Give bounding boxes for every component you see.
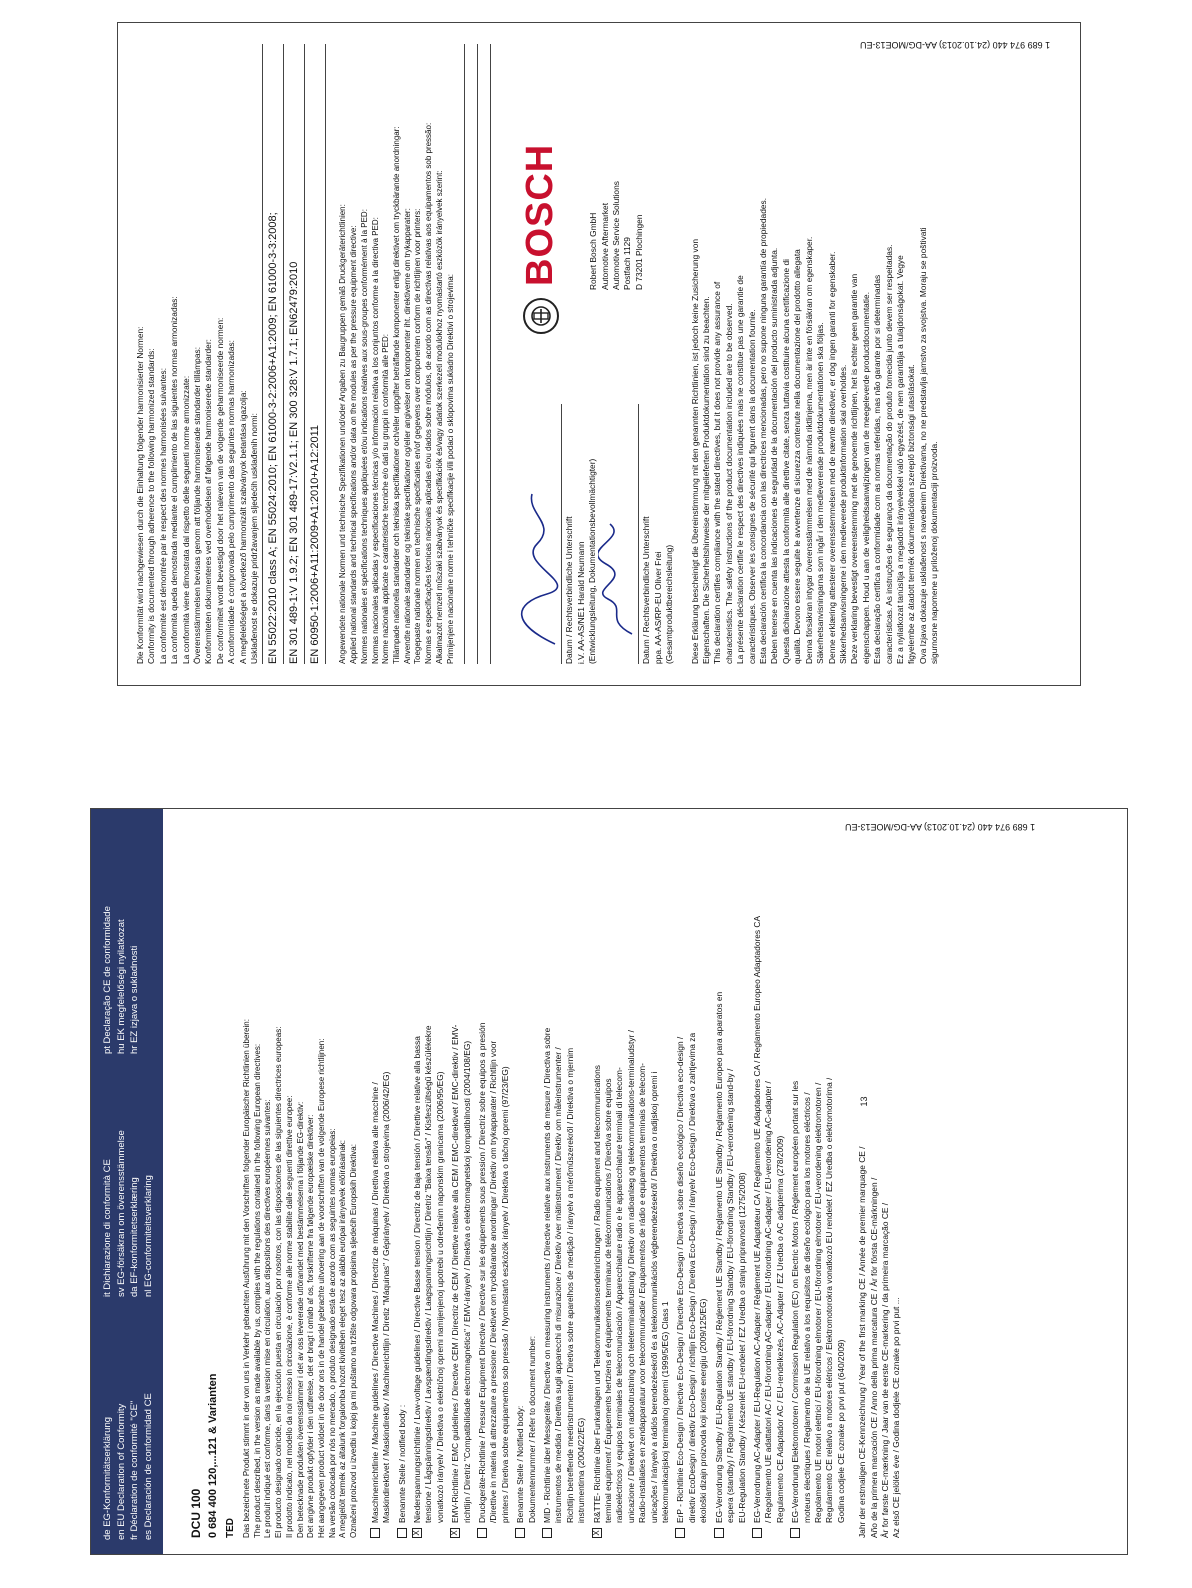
standard-line: EN 301 489-1:V 1.9.2; EN 301 489-17:V2.1.1; EN 300 328:V 1.7.1; EN62479:2010 [288, 261, 301, 664]
year-line: År for første CE-mærkning / Jaar van de eerste CE-markering / da primeira marcação CE / [879, 1202, 890, 1538]
title-language-entry: sv EG-försäkran om överensstämmelse [115, 1130, 127, 1297]
national-line: Normas e especificações técnicas nacionais aplicadas e/ou dados sobre módulos, de acordo com as directivas relativas aos equipamentos sob pressão: [424, 122, 434, 664]
directive-line: / Regolamento UE adattatori AC / EU-förordning AC-adapter / EU-förordning AC-adapter / EU-verordening AC-adapter / [763, 1081, 774, 1523]
empty-checkbox-icon [515, 1528, 525, 1538]
signature-line: (Gesamtproduktbereichsleitung) [664, 544, 675, 664]
directive-line: Maschinenrichtlinie / Machine guidelines / Directive Machines / Directriz de máquinas / Direttiva relativa alle macchine / [369, 1082, 380, 1523]
directive-line: unicazione / Direktivet om radioutrustning och teleterminalutrustning / Direktiv om radioanlæg og telekommunikations-terminaludstyr / [625, 1030, 636, 1523]
checked-checkbox-icon: X [592, 1528, 602, 1538]
title-language-entry: de EG-Konformitätserklärung [102, 1416, 113, 1540]
directive-line: EU-Regulation Standby / Készenlét EU-rendelet / EZ Uredba o stanju pripravnosti (1275/2008) [736, 1172, 747, 1523]
empty-checkbox-icon [714, 1528, 724, 1538]
disclaimer-text [690, 44, 941, 664]
disclaimer-line: Sikkerhedsanvisningerne i den medleverede produktinformation skal overholdes. [837, 364, 848, 664]
disclaimer-line: characteristics. The safety instructions of the product documentation included are to be observed. [723, 303, 734, 664]
national-line: Normas nacionales aplicadas y especificaciones técnicas y/o información relativa a los conjuntos conforme a la directiva PED: [370, 217, 380, 664]
address-line: Automotive Aftermarket [599, 202, 610, 290]
directive-line: direktiv EcoDesign / direktiv Eco-Design / richtlijn Eco-Design / Diretiva Eco-Design / Irányelv Eco-Design / Direktiva o zahtjevima za [686, 1032, 697, 1523]
directive-line: unicações / Irányelv a rádiós berendezésekről és a telekommunikációs végberendezésekről / Direktiva o radijskoj opremi i [648, 1071, 659, 1523]
disclaimer-line: Denna försäkran intygar överensstämmelsen med de nämnda riktlinjerna, men är inte en försäkran om egenskaper. [803, 236, 814, 664]
directive-line: terminal equipment / Équipements hertziens et équipements terminaux de télécommunications / Directiva sobre equipos [603, 1078, 614, 1523]
national-line: Alkalmazott nemzeti műszaki szabványok és specifikációk és/vagy adatok szerkezeti modulokhoz nyomástartó eszközök irányelvek szerint: [434, 170, 444, 664]
disclaimer-line: This declaration certifies compliance with the stated directives, but it does not provide any assurance of [712, 281, 723, 664]
checked-checkbox-icon: X [412, 1528, 422, 1538]
title-language-entry: fr Déclaration de conformité "CE" [129, 1400, 140, 1540]
directive-line: EG-Verordnung AC-Adapter / EU-Regulation AC-Adapter / Règlement UE Adaptateur CA / Reglamento UE Adaptadores CA / Reglamento Europeo Adaptadores CA [751, 915, 762, 1523]
disclaimer-line: caractéristiques. Observer les consignes de sécurité qui figurent dans la documentation fournie. [746, 309, 757, 664]
statement-line: Den betecknade produkten överensstämmer i det av oss levererade utförandet med bestämmelserna i följande EG-direktiv: [295, 1101, 305, 1538]
directive-line: Benannte Stelle / Notified body: [515, 1405, 526, 1523]
title-language-entry: pt Declaração CE de conformidade [102, 906, 113, 1054]
directive-line: Regolamento UE motori elettrici / EU-förordning elmotorer / EU-förordning elmotorer / EU-verordening elektromotoren / [812, 1082, 823, 1523]
page-1-content [90, 808, 1128, 1555]
intro-line: Die Konformität wird nachgewiesen durch die Einhaltung folgender harmonisierter Normen: [135, 326, 145, 664]
directive-line: telekomunikacijskoj terminalnoj opremi (1999/5/EG) Class 1 [660, 1301, 671, 1523]
product-name: DCU 100 [189, 1488, 203, 1538]
disclaimer-line: Deben tenerse en cuenta las indicaciones de seguridad de la documentación del producto suministrada adjunta. [769, 247, 780, 664]
intro-line: Konformiteten dokumenteres ved overholdelsen af følgende harmoniserede standarder: [203, 339, 214, 664]
directive-line: Niederspannungsrichtlinie / Low-voltage guidelines / Directive Basse tension / Directriz de baja tensión / Direttive relative alla bassa [411, 1036, 422, 1523]
directive-line: moteurs électriques / Reglamento de la UE relativo a los requisitos de diseño ecológico para los motores eléctricos / [801, 1092, 812, 1523]
page-1-footer-id: 1 689 974 440 (24.10.2013) AA-DG/MOE13-EU [845, 822, 1036, 832]
directive-item [592, 825, 672, 1538]
bosch-logo [519, 54, 562, 334]
national-line: Primijenjene nacionalne norme i tehničke specifikacije i/ili podaci o sklopovima sukladno Direktivi o strojevima: [445, 274, 455, 664]
title-language-entry: en EU Declaration of Conformity [115, 1403, 127, 1540]
intro-line: La conformità queda demostrada mediante el cumplimiento de las siguientes normas armonizadas: [169, 296, 180, 664]
directive-line: /Direttive in materia di attrezzature a pressione / Direktivet om tryckbärande anordningar / Direktiv om trykapparater / Richtlijn voor [488, 1040, 499, 1523]
page-2-content [117, 22, 1081, 686]
statement-line: The product described, in the version as made available by us, complies with the regulations contained in the following European directives: [252, 1043, 262, 1538]
directive-line: MID - Richtlinie über Messgeräte / Directive on measuring instruments / Directive relative aux instruments de mesure / Directiva sobre [542, 1027, 553, 1523]
empty-checkbox-icon [752, 1528, 762, 1538]
first-ce-marking-year: 13 [859, 1096, 870, 1107]
disclaimer-line: Ez a nyilatkozat tanúsítja a megadott irányelvekkel való egyezést, de nem garantálja a tulajdonságokat. Vegye [894, 255, 905, 664]
directive-line: Maskindirektivet / Maskindirektiv / Machinerichtlijn / Diretiz "Máquinas" / Gépirányelv / Direktiva o strojevima (2006/42/EG) [381, 1071, 392, 1523]
conformity-statement [242, 825, 360, 1538]
signature-line: Datum / Rechtsverbindliche Unterschrift [641, 516, 652, 664]
signature-line: ppa. AA-AS/RP-EU Oliver Frei [652, 551, 663, 664]
disclaimer-line: Säkerhetsanvisningarna som ingår i den medlevererade produktdokumentationen ska följas. [815, 322, 826, 664]
disclaimer-line: sigurnosne napomene u priloženoj dokumentaciji proizvoda. [929, 441, 940, 664]
directive-line: EG-Verordnung Standby / EU-Regulation Standby / Règlement UE Standby / Reglamento UE Standby / Reglamento Europeo para aparatos en [713, 991, 724, 1523]
national-standards-text [338, 44, 456, 664]
checked-checkbox-icon: X [450, 1528, 460, 1538]
directives-list [370, 825, 847, 1538]
directive-item [515, 825, 538, 1538]
statement-line: Le produit indiqué est conforme, dans la version mise en circulation, aux dispositions des directives européennes suivantes: [263, 1099, 273, 1538]
disclaimer-line: Deze verklaring bevestigt overeenstemming met de genoemde richtlijnen, het is echter geen garantie van [849, 273, 860, 664]
disclaimer-line: Esta declaración certifica la concordancia con las directrices mencionadas, pero no supone ninguna garantía de propiedades. [758, 197, 769, 664]
title-language-entry: es Declaración de conformidad CE [142, 1393, 154, 1540]
intro-line: Överensstämmelsen bevisas genom att följande harmoniserade standarder tillämpas: [192, 346, 203, 664]
year-line: Año de la primera marcación CE / Anno della prima marcatura CE / År för första CE-märkningen / [868, 1177, 879, 1538]
disclaimer-line: características. As instruções de segurança da documentação do produto fornecida junto devem ser respeitadas. [883, 244, 894, 664]
directive-line: Regulamento CE relativo a motores elétricos / Elektromotorokra vonatkozó EU rendelet / EZ Uredba o elektromotorima / [824, 1077, 835, 1523]
disclaimer-line: Eigenschaften. Die Sicherheitshinweise der mitgelieferten Produktdokumentation sind zu beachten. [701, 296, 712, 664]
disclaimer-line: Questa dichiarazione attesta la conformità alle direttive citate, senza tuttavia costituire alcuna certificazione di [780, 258, 791, 664]
signature-1-caption [564, 334, 598, 664]
national-line: Tillämpade nationella standarder och tekniska specifikationer och/eller uppgifter beträffande komponenter enligt direktivet om tryckbärande anordningar: [391, 126, 401, 664]
page-2-footer-id: 1 689 974 440 (24.10.2013) AA-DG/MOE13-EU [860, 40, 1051, 50]
directive-line: espera (standby) / Regolamento UE standby / EU-förordning Standby / EU-förordning Standby / EU-verordening stand-by / [725, 1068, 736, 1523]
section-label: TED [225, 1518, 236, 1538]
directive-line: radioeléctricos y equipos terminales de telecomunicación / Apparecchiature radio e le apparecchiature terminali di telecom- [614, 1067, 625, 1523]
company-address [588, 54, 645, 290]
national-line: Normes nationales et spécifications techniques appliquées et/ou indications relatives aux sous-groupes conformément à la PED: [359, 209, 369, 664]
part-number: 0 684 400 120,...121 & Varianten [207, 1373, 219, 1538]
directive-item [542, 825, 588, 1538]
directive-line: vonatkozó irányelv / Direktiva o električnoj opremi namijenjenoj upotrebi u određenim naponskim granicama (2006/95/EG) [434, 1071, 445, 1523]
standard-line: EN 55022:2010 class A; EN 55024:2010; EN 61000-3-2:2006+A1:2009; EN 61000-3-3:2008; [267, 212, 280, 664]
national-line: Toegepaste nationale normen en technische specificaties en/of gegevens over componenten conform de richtlijnen voor printers: [413, 208, 423, 664]
directive-line: ekološki dizajn proizvoda koji koriste energiju (2009/125/EG) [698, 1298, 709, 1523]
title-language-entry: hr EZ izjava o sukladnosti [129, 945, 140, 1054]
national-line: Angewendete nationale Normen und technische Spezifikationen und/oder Angaben zu Baugruppen gemäß Druckgeräterichtlinien: [338, 204, 348, 664]
directive-item [397, 825, 408, 1538]
statement-line: Na versão colocada por nós no mercado, o produto designado está de acordo com as seguintes normas europeias: [327, 1128, 337, 1538]
directive-line: Radio-installaties en zendapparatuur voor telecommunicatie / Equipamentos de rádio e equipamentos terminais de telecom- [637, 1063, 648, 1523]
disclaimer-line: Denne erklæring attesterer overensstemmelsen med de nævnte direktiver, er dog ingen garanti for egenskaber. [826, 251, 837, 664]
directive-line: tensione / Lågspänningsdirektiv / Lavspændingsdirektiv / Laagspanningsrichtlijn / Diretriz "Baixa tensão" / Kisfeszültségű készülékekre [423, 1025, 434, 1523]
signature-line: Datum / Rechtsverbindliche Unterschrift [564, 516, 575, 664]
empty-checkbox-icon [397, 1528, 407, 1538]
directive-line: instrumentima (2004/22/EG) [576, 1417, 587, 1523]
directive-item [450, 825, 473, 1538]
empty-checkbox-icon [790, 1528, 800, 1538]
directive-line: EG-Verordnung Elektromotoren / Commission Regulation (EC) on Electric Motors / Règlement européen portant sur les [790, 1080, 801, 1523]
directive-line: instrumentos de medida / Direttiva sugli apparecchi di misurazione / Direktiv över mätinstrument / Direktiv om måleinstrumenter / [553, 1047, 564, 1523]
directive-line: Dokumentennummer / Refer to document number: [526, 1335, 537, 1523]
address-line: Postfach 1129 [622, 237, 633, 290]
declaration-title-bar [91, 809, 163, 1554]
directive-item [370, 825, 393, 1538]
disclaimer-line: Ova Izjava dokazuje usklađenost s navedenim Direktivama, no ne predstavlja jamstvo za svojstva. Moraju se poštivati [917, 227, 928, 664]
title-language-entry: da EF-konformitetserklæring [129, 1177, 140, 1297]
standards-list [265, 44, 326, 664]
intro-line: A megfelelőséget a következő harmonizált szabványok betartása igazolja: [237, 390, 248, 664]
title-language-entry: hu EK megfelelőségi nyilatkozat [115, 919, 127, 1054]
statement-line: El producto designado coincide, en la ejecución puesta en circulación por nosotros, con las disposiciones de las siguientes directrices europeas: [274, 1026, 284, 1538]
national-line: Applied national standards and technical specifications and/or data on the modules as per the pressure equipment directive: [349, 225, 359, 664]
directive-item [790, 825, 847, 1538]
year-line: Jahr der erstmaligen CE-Kennzeichnung / Year of the first marking CE / Année de premier marquage CE / [857, 1146, 868, 1538]
directive-line: printers / Diretiva sobre equipamentos sob pressão / Nyomástartó eszközök irányelv / Direktiva o tlačnoj opremi (97/23/EG) [499, 1066, 510, 1523]
intro-line: La conformité est démontrée par le respect des normes harmonisées suivantes: [157, 367, 168, 664]
directive-item [477, 825, 511, 1538]
statement-line: Označeni proizvod u izvedbi u kojoj ga mi puštamo na tržište odgovara propisima sljedećih Europskih Direktiva: [349, 1144, 359, 1538]
directive-line: R&TTE- Richtlinie über Funkanlagen und Telekommunikationsendeinrichtungen / Radio equipment and telecommunications [591, 1065, 602, 1523]
disclaimer-line: qualità. Devono essere seguite le avvertenze di sicurezza contenute nella documentazione del prodotto allegata [792, 249, 803, 664]
standard-line: EN 60950-1:2006+A11:2009+A1:2010+A12:2011 [309, 424, 322, 664]
intro-line: A conformidade é comprovada pelo cumprimento das seguintes normas harmonizadas: [226, 339, 237, 664]
signature-line: i.V. AA-AS/NE1 Harald Neumann [575, 541, 586, 664]
intro-line: Conformity is documented through adherence to the following harmonized standards: [146, 348, 157, 664]
directive-line: richtlijn / Diretriz "Compatibilidade electromagnética" / EMV-irányelv / Direktiva o elektromagnetskoj kompatibilnosti (2004/108/EG) [461, 1040, 472, 1523]
directive-item [412, 825, 446, 1538]
directive-line: EMV-Richtlinie / EMC guidelines / Directive CEM / Directriz de CEM / Direttive relative alla CEM / EMC-direktivet / EMC-direktiv / EMV- [450, 1024, 461, 1523]
title-language-entry [142, 823, 156, 1054]
directive-line: Regulamento CE Adaptador AC / EU-rendelkezés, AC-Adapter / EZ Uredba o AC adapterima (278/2009) [774, 1135, 785, 1523]
directive-item [714, 825, 748, 1538]
signature-2-image [598, 334, 636, 664]
directive-line: Benannte Stelle / notified body : [396, 1404, 407, 1523]
directive-line: Druckgeräte-Richtlinie / Pressure Equipment Directive / Directive sur les équipements sous pression / Directriz sobre equipos a presión [476, 1022, 487, 1523]
national-line: Anvendte nationale standarder og tekniske specifikationer og/eller angivelser om komponenter iht. direktiverne om trykapparater: [402, 208, 412, 664]
address-line: Automotive Service Solutions [611, 181, 622, 290]
disclaimer-line: figyelembe az átadott termék dokumentációban szereplő biztonsági utasításokat. [906, 364, 917, 664]
bosch-armature-icon [523, 298, 559, 334]
year-line: Az első CE jelölés éve / Godina dodjele CE oznake po prvi put ... [891, 1297, 902, 1538]
directive-item [675, 825, 709, 1538]
address-line: Robert Bosch GmbH [588, 212, 599, 290]
directive-line: ErP - Richtlinie Eco-Design / Directive Eco-Design / Directive Eco-Design / Directiva sobre diseño ecológico / Directiva eco-design / [675, 1036, 686, 1523]
statement-line: Det angivne produkt opfylder i den udførelse, det er bragt i omløb af os, forskrifterne fra følgende europæiske direktiver: [306, 1114, 316, 1538]
signature-2-caption [641, 334, 675, 664]
statement-line: Het aangegeven product voldoet in de door ons in de handel gebrachte uitvoering aan de voorschriften van de volgende Europese richtlijnen: [316, 1038, 326, 1538]
national-line: Norme nazionali applicate e caratteristiche tecniche e/o dati su gruppi in conformità alle PED: [381, 334, 391, 664]
empty-checkbox-icon [542, 1528, 552, 1538]
directive-item [752, 825, 786, 1538]
address-line: D 73201 Plochingen [633, 214, 644, 290]
statement-line: Il prodotto indicato, nel modello da noi messo in circolazione, è conforme alle norme stabilite dalle seguenti direttive europee: [284, 1095, 294, 1538]
disclaimer-line: Diese Erklärung bescheinigt die Übereinstimmung mit den genannten Richtlinien, ist jedoch keine Zusicherung von [689, 238, 700, 664]
bosch-wordmark: BOSCH [519, 143, 562, 286]
directive-line: Richtlijn betreffende meetinstrumenten / Diretiva sobre aparelhos de medição / irányelv a mérőműszerekről / Direktiva o mjernim [564, 1047, 575, 1523]
disclaimer-line: eigenschappen. Houd u aan de veiligheidsaanwijzingen van de meegeleverde productdocumentatie. [860, 291, 871, 664]
intro-line: Usklađenost se dokazuje pridržavanjem sljedećih usklađenih normi: [249, 413, 260, 664]
empty-checkbox-icon [370, 1528, 380, 1538]
statement-line: A megjelölt termék az általunk forgalomba hozott kivitelben eleget tesz az alábbi európai irányelvek előírásainak: [338, 1140, 348, 1538]
statement-line: Das bezeichnete Produkt stimmt in der von uns in Verkehr gebrachten Ausführung mit den Vorschriften folgender Europäischer Richtlinien überein: [242, 1019, 251, 1538]
title-language-entry: it Dichiarazione di conformità CE [102, 1159, 113, 1297]
title-language-entry: nl EG-conformiteitsverklaring [142, 1175, 154, 1297]
intro-line: La conformità viene dimostrata dal rispetto delle seguenti norme armonizzate: [180, 375, 191, 664]
first-ce-marking-text [857, 1146, 903, 1538]
signature-1-image [507, 334, 559, 664]
directive-line: Godina codjele CE oznake po prvi put (640/2009) [835, 1339, 846, 1523]
intro-line: De conformiteit wordt bevestigd door het naleven van de volgende geharmoniseerde normen: [214, 317, 225, 664]
disclaimer-line: La présente déclaration certifie le respect des directives indiquées mais ne constitue pas une garantie de [735, 275, 746, 664]
harmonized-standards-intro [135, 44, 260, 664]
empty-checkbox-icon [675, 1528, 685, 1538]
signature-line: (Entwicklungsleitung, Dokumentationsbevollmächtigter) [587, 458, 598, 664]
empty-checkbox-icon [477, 1528, 487, 1538]
disclaimer-line: Esta declaração certifica a conformidade com as normas referidas, mas não garante por si determinadas [872, 274, 883, 664]
